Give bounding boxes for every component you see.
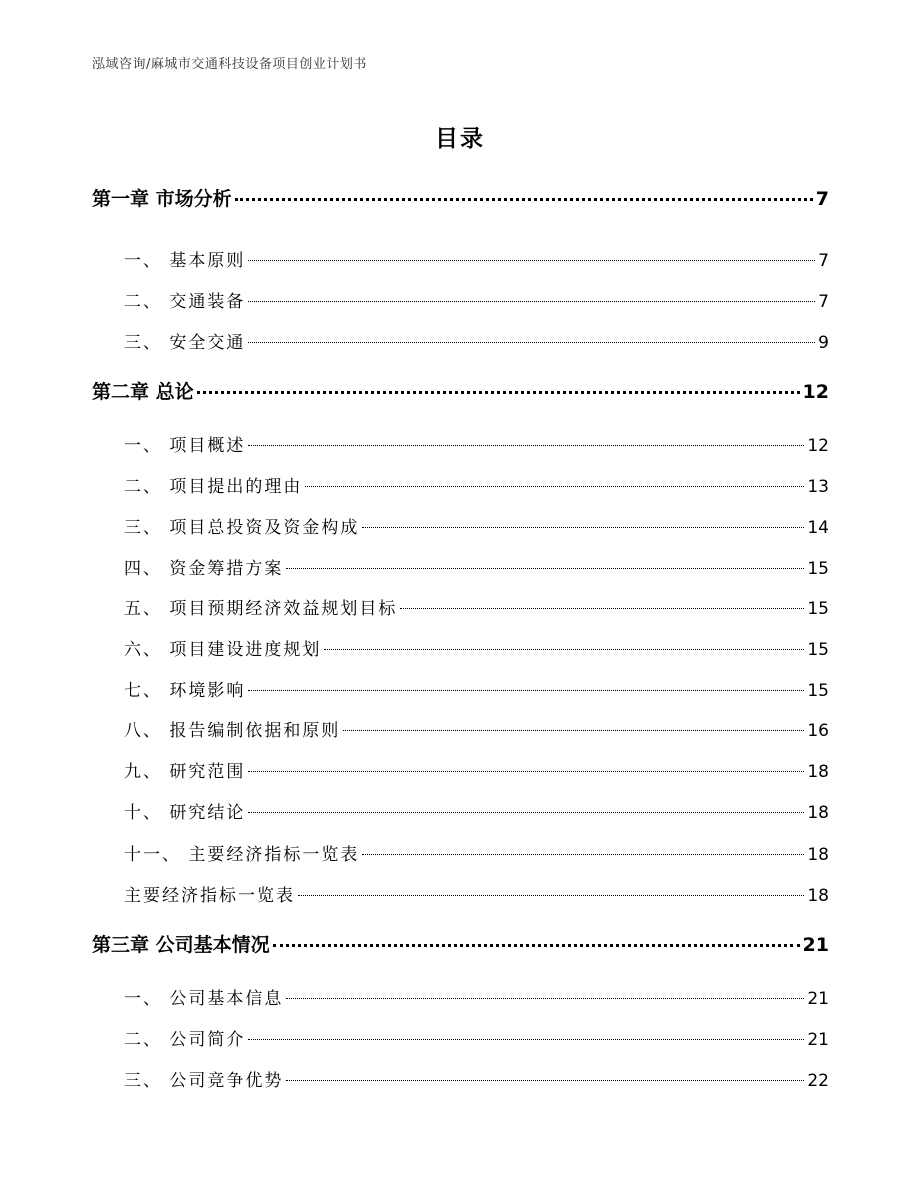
toc-entry-label: 七、 环境影响 (124, 681, 246, 701)
dot-leader (248, 342, 815, 343)
toc-entry-page: 21 (807, 989, 829, 1009)
toc-chapter-3[interactable] (92, 930, 829, 957)
toc-entry-label: 六、 项目建设进度规划 (124, 640, 322, 660)
toc-entry-label: 十、 研究结论 (124, 803, 246, 823)
toc-entry-label: 主要经济指标一览表 (124, 886, 295, 906)
toc-section-2-2[interactable] (124, 472, 829, 497)
dot-leader (248, 445, 804, 446)
toc-section-2-3[interactable] (124, 513, 829, 538)
toc-section-2-8[interactable] (124, 716, 829, 741)
dot-leader (286, 998, 804, 999)
toc-entry-label: 一、 项目概述 (124, 436, 246, 456)
dot-leader (305, 486, 804, 487)
toc-entry-page: 9 (818, 333, 829, 353)
toc-entry-page: 12 (807, 436, 829, 456)
dot-leader (197, 391, 800, 394)
toc-entry-page: 21 (807, 1030, 829, 1050)
toc-entry-page: 21 (802, 934, 829, 956)
toc-entry-label: 二、 交通装备 (124, 292, 246, 312)
dot-leader (298, 895, 804, 896)
toc-section-2-11[interactable] (124, 840, 829, 865)
toc-entry-page: 15 (807, 599, 829, 619)
toc-entry-label: 二、 项目提出的理由 (124, 477, 303, 497)
toc-entry-page: 15 (807, 681, 829, 701)
dot-leader (286, 568, 804, 569)
toc-entry-page: 13 (807, 477, 829, 497)
toc-section-2-10[interactable] (124, 798, 829, 823)
header-divider (90, 78, 830, 79)
running-header: 泓域咨询/麻城市交通科技设备项目创业计划书 (92, 57, 367, 72)
toc-entry-page: 16 (807, 721, 829, 741)
toc-section-2-4[interactable] (124, 554, 829, 579)
toc-section-2-5[interactable] (124, 594, 829, 619)
toc-section-3-2[interactable] (124, 1025, 829, 1050)
dot-leader (362, 527, 804, 528)
toc-entry-label: 第一章 市场分析 (92, 188, 232, 210)
toc-entry-page: 18 (807, 803, 829, 823)
toc-section-1-3[interactable] (124, 328, 829, 353)
dot-leader (362, 854, 804, 855)
toc-entry-page: 15 (807, 640, 829, 660)
dot-leader (248, 260, 815, 261)
toc-entry-label: 一、 基本原则 (124, 251, 246, 271)
toc-chapter-1[interactable] (92, 184, 829, 211)
toc-section-3-1[interactable] (124, 984, 829, 1009)
dot-leader (235, 198, 813, 201)
toc-entry-page: 7 (815, 188, 829, 210)
dot-leader (248, 812, 804, 813)
dot-leader (248, 690, 804, 691)
toc-section-1-2[interactable] (124, 287, 829, 312)
toc-section-1-1[interactable] (124, 246, 829, 271)
dot-leader (400, 608, 804, 609)
dot-leader (273, 944, 800, 947)
dot-leader (248, 1039, 804, 1040)
toc-entry-label: 第二章 总论 (92, 381, 194, 403)
toc-entry-label: 第三章 公司基本情况 (92, 934, 270, 956)
toc-entry-page: 18 (807, 845, 829, 865)
toc-entry-page: 7 (818, 292, 829, 312)
toc-section-2-7[interactable] (124, 676, 829, 701)
dot-leader (248, 771, 804, 772)
toc-entry-page: 18 (807, 886, 829, 906)
toc-entry-label: 三、 公司竞争优势 (124, 1071, 284, 1091)
toc-section-2-6[interactable] (124, 635, 829, 660)
toc-entry-label: 九、 研究范围 (124, 762, 246, 782)
toc-chapter-2[interactable] (92, 377, 829, 404)
toc-entry-label: 三、 项目总投资及资金构成 (124, 518, 360, 538)
toc-entry-page: 14 (807, 518, 829, 538)
toc-entry-page: 15 (807, 559, 829, 579)
toc-entry-page: 22 (807, 1071, 829, 1091)
toc-section-3-3[interactable] (124, 1066, 829, 1091)
toc-entry-label: 十一、 主要经济指标一览表 (124, 845, 360, 865)
toc-entry-page: 7 (818, 251, 829, 271)
toc-entry-label: 二、 公司简介 (124, 1030, 246, 1050)
toc-title: 目录 (435, 126, 485, 152)
toc-entry-label: 四、 资金筹措方案 (124, 559, 284, 579)
dot-leader (343, 730, 804, 731)
dot-leader (324, 649, 804, 650)
toc-section-2-12[interactable] (124, 881, 829, 906)
toc-section-2-1[interactable] (124, 431, 829, 456)
toc-section-2-9[interactable] (124, 757, 829, 782)
toc-entry-page: 18 (807, 762, 829, 782)
dot-leader (286, 1080, 804, 1081)
toc-entry-label: 三、 安全交通 (124, 333, 246, 353)
toc-entry-label: 五、 项目预期经济效益规划目标 (124, 599, 398, 619)
toc-entry-label: 八、 报告编制依据和原则 (124, 721, 341, 741)
dot-leader (248, 301, 815, 302)
toc-entry-page: 12 (802, 381, 829, 403)
toc-entry-label: 一、 公司基本信息 (124, 989, 284, 1009)
